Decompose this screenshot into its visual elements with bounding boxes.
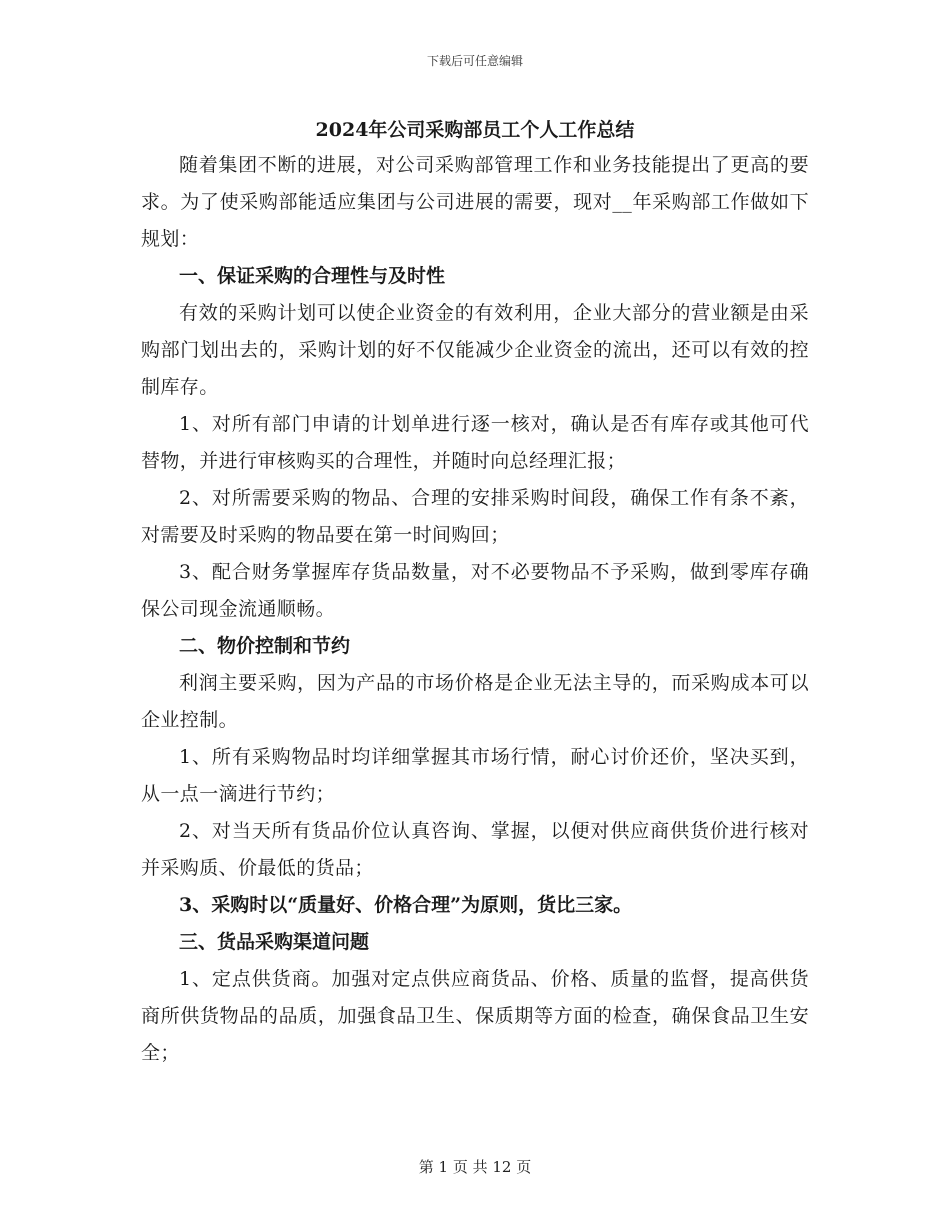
section-3-item-1: 1、定点供货商。加强对定点供应商货品、价格、质量的监督，提高供货商所供货物品的品质，加强食品卫生、保质期等方面的检查，确保食品卫生安全； (141, 968, 809, 1064)
section-2-item-1: 1、所有采购物品时均详细掌握其市场行情，耐心讨价还价，坚决买到，从一点一滴进行节约； (141, 746, 809, 805)
section-heading-3: 三、货品采购渠道问题 (179, 931, 370, 953)
section-1-item-2: 2、对所需要采购的物品、合理的安排采购时间段，确保工作有条不紊，对需要及时采购的物品要在第一时间购回； (141, 487, 809, 546)
page-header-note: 下载后可任意编辑 (426, 54, 523, 68)
section-1-paragraph: 有效的采购计划可以使企业资金的有效利用，企业大部分的营业额是由采购部门划出去的，采购计划的好不仅能减少企业资金的流出，还可以有效的控制库存。 (141, 302, 809, 398)
section-2-paragraph: 利润主要采购，因为产品的市场价格是企业无法主导的，而采购成本可以企业控制。 (141, 672, 809, 731)
page-footer-page-number: 第 1 页 共 12 页 (418, 1158, 532, 1176)
section-heading-2: 二、物价控制和节约 (179, 635, 351, 657)
intro-paragraph: 随着集团不断的进展，对公司采购部管理工作和业务技能提出了更高的要求。为了使采购部能适应集团与公司进展的需要，现对__年采购部工作做如下规划： (141, 154, 809, 250)
section-1-item-3: 3、配合财务掌握库存货品数量，对不必要物品不予采购，做到零库存确保公司现金流通顺畅。 (141, 561, 809, 620)
section-2-item-2: 2、对当天所有货品价位认真咨询、掌握，以便对供应商供货价进行核对并采购质、价最低的货品； (141, 820, 809, 879)
document-body (141, 113, 809, 1072)
section-heading-1: 一、保证采购的合理性与及时性 (179, 265, 446, 287)
document-title: 2024年公司采购部员工个人工作总结 (315, 119, 635, 141)
section-1-item-1: 1、对所有部门申请的计划单进行逐一核对，确认是否有库存或其他可代替物，并进行审核购买的合理性，并随时向总经理汇报； (141, 413, 809, 472)
section-2-item-3-bold: 3、采购时以“质量好、价格合理”为原则，货比三家。 (179, 894, 633, 916)
